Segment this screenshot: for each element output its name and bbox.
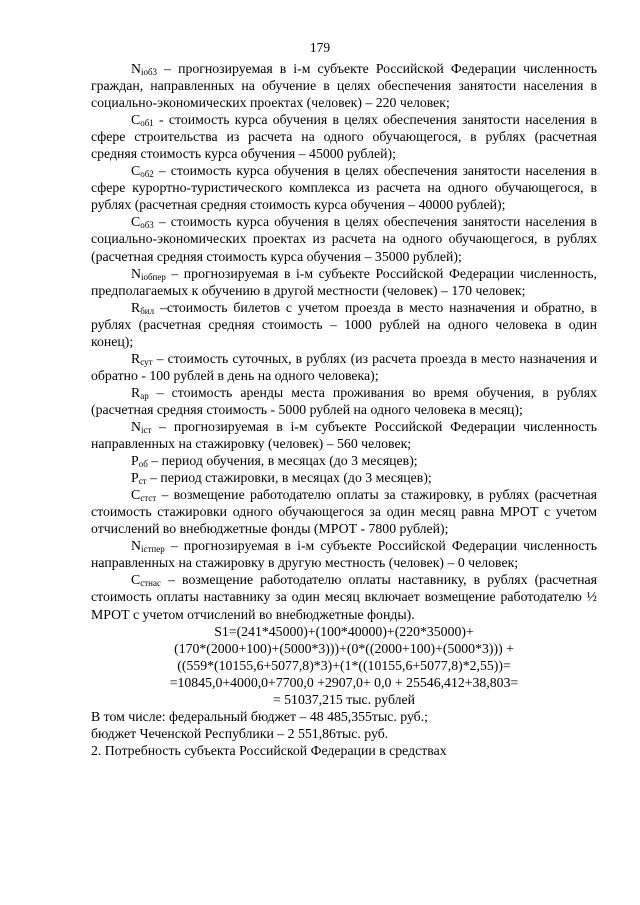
definition-paragraph [91, 537, 597, 571]
page-number: 179 [309, 40, 331, 55]
definition-symbol: C [131, 572, 141, 588]
definition-symbol: R [131, 350, 141, 366]
formula-line: S1=(241*45000)+(100*40000)+(220*35000)+ [214, 623, 474, 639]
definition-paragraph [91, 60, 597, 111]
definition-text: – стоимость курса обучения в целях обеспечения занятости населения в социально-экономических проектах из расчета на одного обучающегося, в рублях (расчетная средняя стоимость курса обучения – 35000 рублей); [91, 214, 597, 264]
definition-subscript: ар [140, 390, 149, 401]
regional-budget-line: бюджет Чеченской Республики – 2 551,86тыс. руб. [91, 725, 389, 741]
definition-text: – период обучения, в месяцах (до 3 месяцев); [147, 453, 418, 469]
definition-paragraph [91, 299, 597, 350]
definition-text: – стоимость курса обучения в целях обеспечения занятости населения в сфере курортно-туристического комплекса из расчета на одного обучающегося, в рублях (расчетная средняя стоимость курса обучения – 40000 рублей); [91, 163, 597, 213]
definition-symbol: P [131, 470, 139, 486]
federal-budget-line: В том числе: федеральный бюджет – 48 485,355тыс. руб.; [91, 708, 428, 724]
definition-subscript: сут [140, 356, 153, 367]
definition-symbol: N [131, 265, 141, 281]
definition-symbol: C [131, 214, 141, 230]
definition-subscript: стст [140, 493, 157, 504]
definition-text: - стоимость курса обучения в целях обеспечения занятости населения в сфере строительства из расчета на одного обучающегося, в рублях (расчетная средняя стоимость курса обучения – 45000 рублей); [91, 112, 597, 162]
definition-subscript: об3 [140, 220, 154, 231]
definition-text: –стоимость билетов с учетом проезда в место назначения и обратно, в рублях (расчетная средняя стоимость – 1000 рублей на одного человека в один конец); [91, 299, 597, 349]
definition-symbol: R [131, 384, 141, 400]
definition-symbol: P [131, 453, 139, 469]
definition-paragraph [91, 213, 597, 264]
definition-subscript: іобпер [140, 271, 166, 282]
definition-paragraph [91, 111, 597, 162]
definition-paragraph [91, 486, 597, 537]
definition-symbol: C [131, 112, 141, 128]
definition-text: – период стажировки, в месяцах (до 3 месяцев); [146, 470, 432, 486]
definition-symbol: N [131, 538, 141, 554]
formula-result: = 51037,215 тыс. рублей [272, 691, 416, 707]
formula-line: (170*(2000+100)+(5000*3)))+(0*((2000+100)+(5000*3))) + [174, 640, 514, 656]
definition-text: – прогнозируемая в i-м субъекте Российской Федерации численность граждан, направленных на обучение в целях обеспечения занятости населения в социально-экономических проектах (человек) – 220 человек; [91, 61, 597, 111]
definition-paragraph [91, 571, 597, 622]
definition-subscript: об2 [140, 169, 154, 180]
definition-symbol: R [131, 299, 141, 315]
definition-symbol: N [131, 418, 141, 434]
definition-subscript: істпер [140, 544, 165, 555]
definition-symbol: N [131, 61, 141, 76]
definitions-list [91, 60, 597, 623]
next-item-heading: 2. Потребность субъекта Российской Федерации в средствах [91, 742, 447, 758]
definition-text: – прогнозируемая в i-м субъекте Российской Федерации численность направленных на стажировку в другую местность (человек) – 0 человек; [91, 538, 597, 571]
definition-paragraph [91, 418, 597, 452]
definition-text: – прогнозируемая в i-м субъекте Российской Федерации численность, предполагаемых к обучению в другой местности (человек) – 170 человек; [91, 265, 597, 298]
formula-line: =10845,0+4000,0+7700,0 +2907,0+ 0,0 + 25546,412+38,803= [169, 674, 519, 690]
definition-subscript: бил [140, 305, 155, 316]
definition-text: – стоимость аренды места проживания во время обучения, в рублях (расчетная средняя стоимость - 5000 рублей на одного человека в месяц); [91, 384, 597, 417]
definition-text: – стоимость суточных, в рублях (из расчета проезда в место назначения и обратно - 100 рублей в день на одного человека); [91, 350, 597, 383]
document-body [91, 60, 597, 759]
definition-subscript: об1 [140, 118, 154, 129]
definition-paragraph [91, 469, 597, 486]
formula-line: ((559*(10155,6+5077,8)*3)+(1*((10155,6+5077,8)*2,55))= [177, 657, 511, 673]
definition-text: – возмещение работодателю оплаты наставнику, в рублях (расчетная стоимость оплаты наставнику за один месяц включает возмещение работодателю ½ МРОТ с учетом отчислений во внебюджетные фонды). [91, 572, 597, 622]
definition-subscript: іст [140, 424, 152, 435]
definition-paragraph [91, 265, 597, 299]
definition-text: – возмещение работодателю оплаты за стажировку, в рублях (расчетная стоимость стажировки одного обучающегося за один месяц равна МРОТ с учетом отчислений во внебюджетные фонды (МРОТ - 7800 рублей); [91, 487, 597, 537]
definition-subscript: об [138, 459, 148, 470]
definition-text: – прогнозируемая в i-м субъекте Российской Федерации численность направленных на стажировку (человек) – 560 человек; [91, 418, 597, 452]
definition-paragraph [91, 384, 597, 418]
definition-subscript: стнас [140, 578, 161, 589]
definition-symbol: C [131, 163, 141, 179]
definition-symbol: C [131, 487, 141, 503]
definition-paragraph [91, 350, 597, 384]
definition-subscript: іоб3 [140, 67, 158, 77]
definition-paragraph [91, 452, 597, 469]
definition-paragraph [91, 162, 597, 213]
definition-subscript: ст [138, 476, 147, 487]
